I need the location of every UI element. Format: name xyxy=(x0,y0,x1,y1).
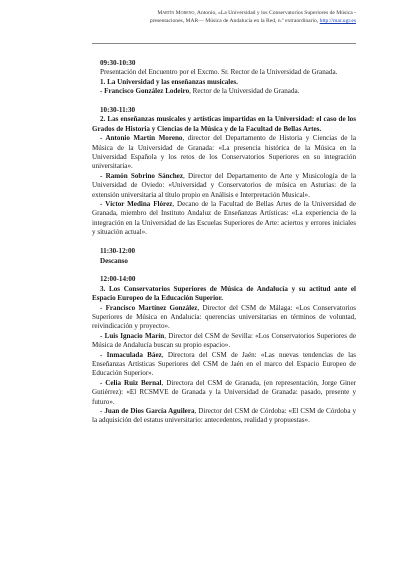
speaker-name: - Víctor Medina Flórez xyxy=(100,200,173,209)
header-line-1 xyxy=(92,9,356,17)
speaker-name: - Juan de Dios García Aguilera xyxy=(100,406,195,415)
speaker-name: - Ramón Sobrino Sánchez xyxy=(100,171,183,180)
header-url-link[interactable]: http://mar.ugr.es xyxy=(319,18,356,24)
session-1-speaker xyxy=(92,87,356,96)
speaker-name: - Francisco Martínez González xyxy=(100,303,198,312)
speaker-name: - Antonio Martín Moreno xyxy=(100,134,183,143)
session-2-title: 2. Las enseñanzas musicales y artísticas impartidas en la Universidad: el caso de los Grados de Historia y Ciencias de la Música y de la Facultad de Bellas Artes. xyxy=(92,115,356,133)
speaker-detail: , Director del Departamento de Arte y Musicología de la Universidad de Oviedo: «Universidad y Conservatorios de música en Asturias: de la extensión universitaria al título propio en Análisis e Interpretación Musical». xyxy=(92,171,356,199)
speaker-name: - Inmaculada Báez xyxy=(100,350,162,359)
time-slot-3: 11:30-12:00 xyxy=(100,247,136,256)
opening-paragraph: Presentación del Encuentro por el Excmo. Sr. Rector de la Universidad de Granada. xyxy=(100,68,338,77)
speaker-name: - Francisco González Lodeiro xyxy=(100,87,190,96)
time-slot-2: 10:30-11:30 xyxy=(100,106,136,115)
session-3-speaker-5 xyxy=(92,407,356,426)
header-citation: , Antonio, «La Universidad y los Conservatorios Superiores de Música - xyxy=(194,10,356,16)
header-divider xyxy=(92,43,356,44)
speaker-name: - Celia Ruiz Bernal xyxy=(100,378,162,387)
speaker-detail: , Director del CSM de Málaga: «Los Conservatorios Superiores de Música en Andalucía: querencias universitarias en términos de voluntad, reivindicación y proyecto». xyxy=(92,303,357,331)
session-3-title: 3. Los Conservatorios Superiores de Música de Andalucía y su actitud ante el Espacio Europeo de la Educación Superior. xyxy=(92,284,356,303)
session-2-speaker-1 xyxy=(92,134,356,172)
header-journal: presentaciones, MAR— Música de Andalucía en la Red, n.º extraordinario, xyxy=(149,18,319,24)
speaker-detail: , Decano de la Facultad de Bellas Artes de la Universidad de Granada, miembro del Instituto Andaluz de Enseñanzas Artísticas: «La experiencia de la integración en la Universidad de las Escuelas Superiores de Arte: aciertos y errores iniciales y situación actual». xyxy=(92,200,356,237)
session-3-speaker-3 xyxy=(92,351,356,379)
time-slot-4: 12:00-14:00 xyxy=(100,275,136,284)
time-slot-1: 09:30-10:30 xyxy=(100,59,136,67)
header-line-2 xyxy=(92,17,356,25)
speaker-detail: , Director del CSM de Sevilla: «Los Conservatorios Superiores de Música de Andalucía buscan su propio espacio». xyxy=(92,331,356,350)
session-2-speaker-2 xyxy=(92,172,356,200)
running-header xyxy=(92,9,356,25)
speaker-detail: , Director del CSM de Córdoba: «El CSM de Córdoba y la adquisición del estatus universitario: antecedentes, realidad y propuestas». xyxy=(92,406,356,425)
session-3-speaker-4 xyxy=(92,379,356,407)
speaker-detail: , Directora del CSM de Granada, (en representación, Jorge Giner Gutiérrez): «El RCSMVE de Granada y la Universidad de Granada: pasado, presente y futuro». xyxy=(92,378,356,406)
session-2-speaker-3 xyxy=(92,200,356,238)
program-content xyxy=(92,59,356,426)
speaker-detail: , director del Departamento de Historia y Ciencias de la Música de la Universidad de Granada: «La presencia histórica de la Música en la Universidad Española y los retos de los Conservatorios Superiores en su integración universitaria». xyxy=(92,134,356,171)
session-3-speaker-2 xyxy=(92,332,356,351)
speaker-detail: , Rector de la Universidad de Granada. xyxy=(189,87,300,96)
break-label: Descanso xyxy=(100,256,128,265)
header-author: Martín Moreno xyxy=(157,10,195,16)
speaker-name: - Luis Ignacio Marín xyxy=(100,331,165,340)
session-3-speaker-1 xyxy=(92,304,356,332)
speaker-detail: , Directora del CSM de Jaén: «Las nuevas tendencias de las Enseñanzas Artísticas Superiores del CSM de Jaén en el marco del Espacio Europeo de Educación Superior». xyxy=(92,350,357,378)
session-1-title: 1. La Universidad y las enseñanzas musicales. xyxy=(100,77,238,86)
